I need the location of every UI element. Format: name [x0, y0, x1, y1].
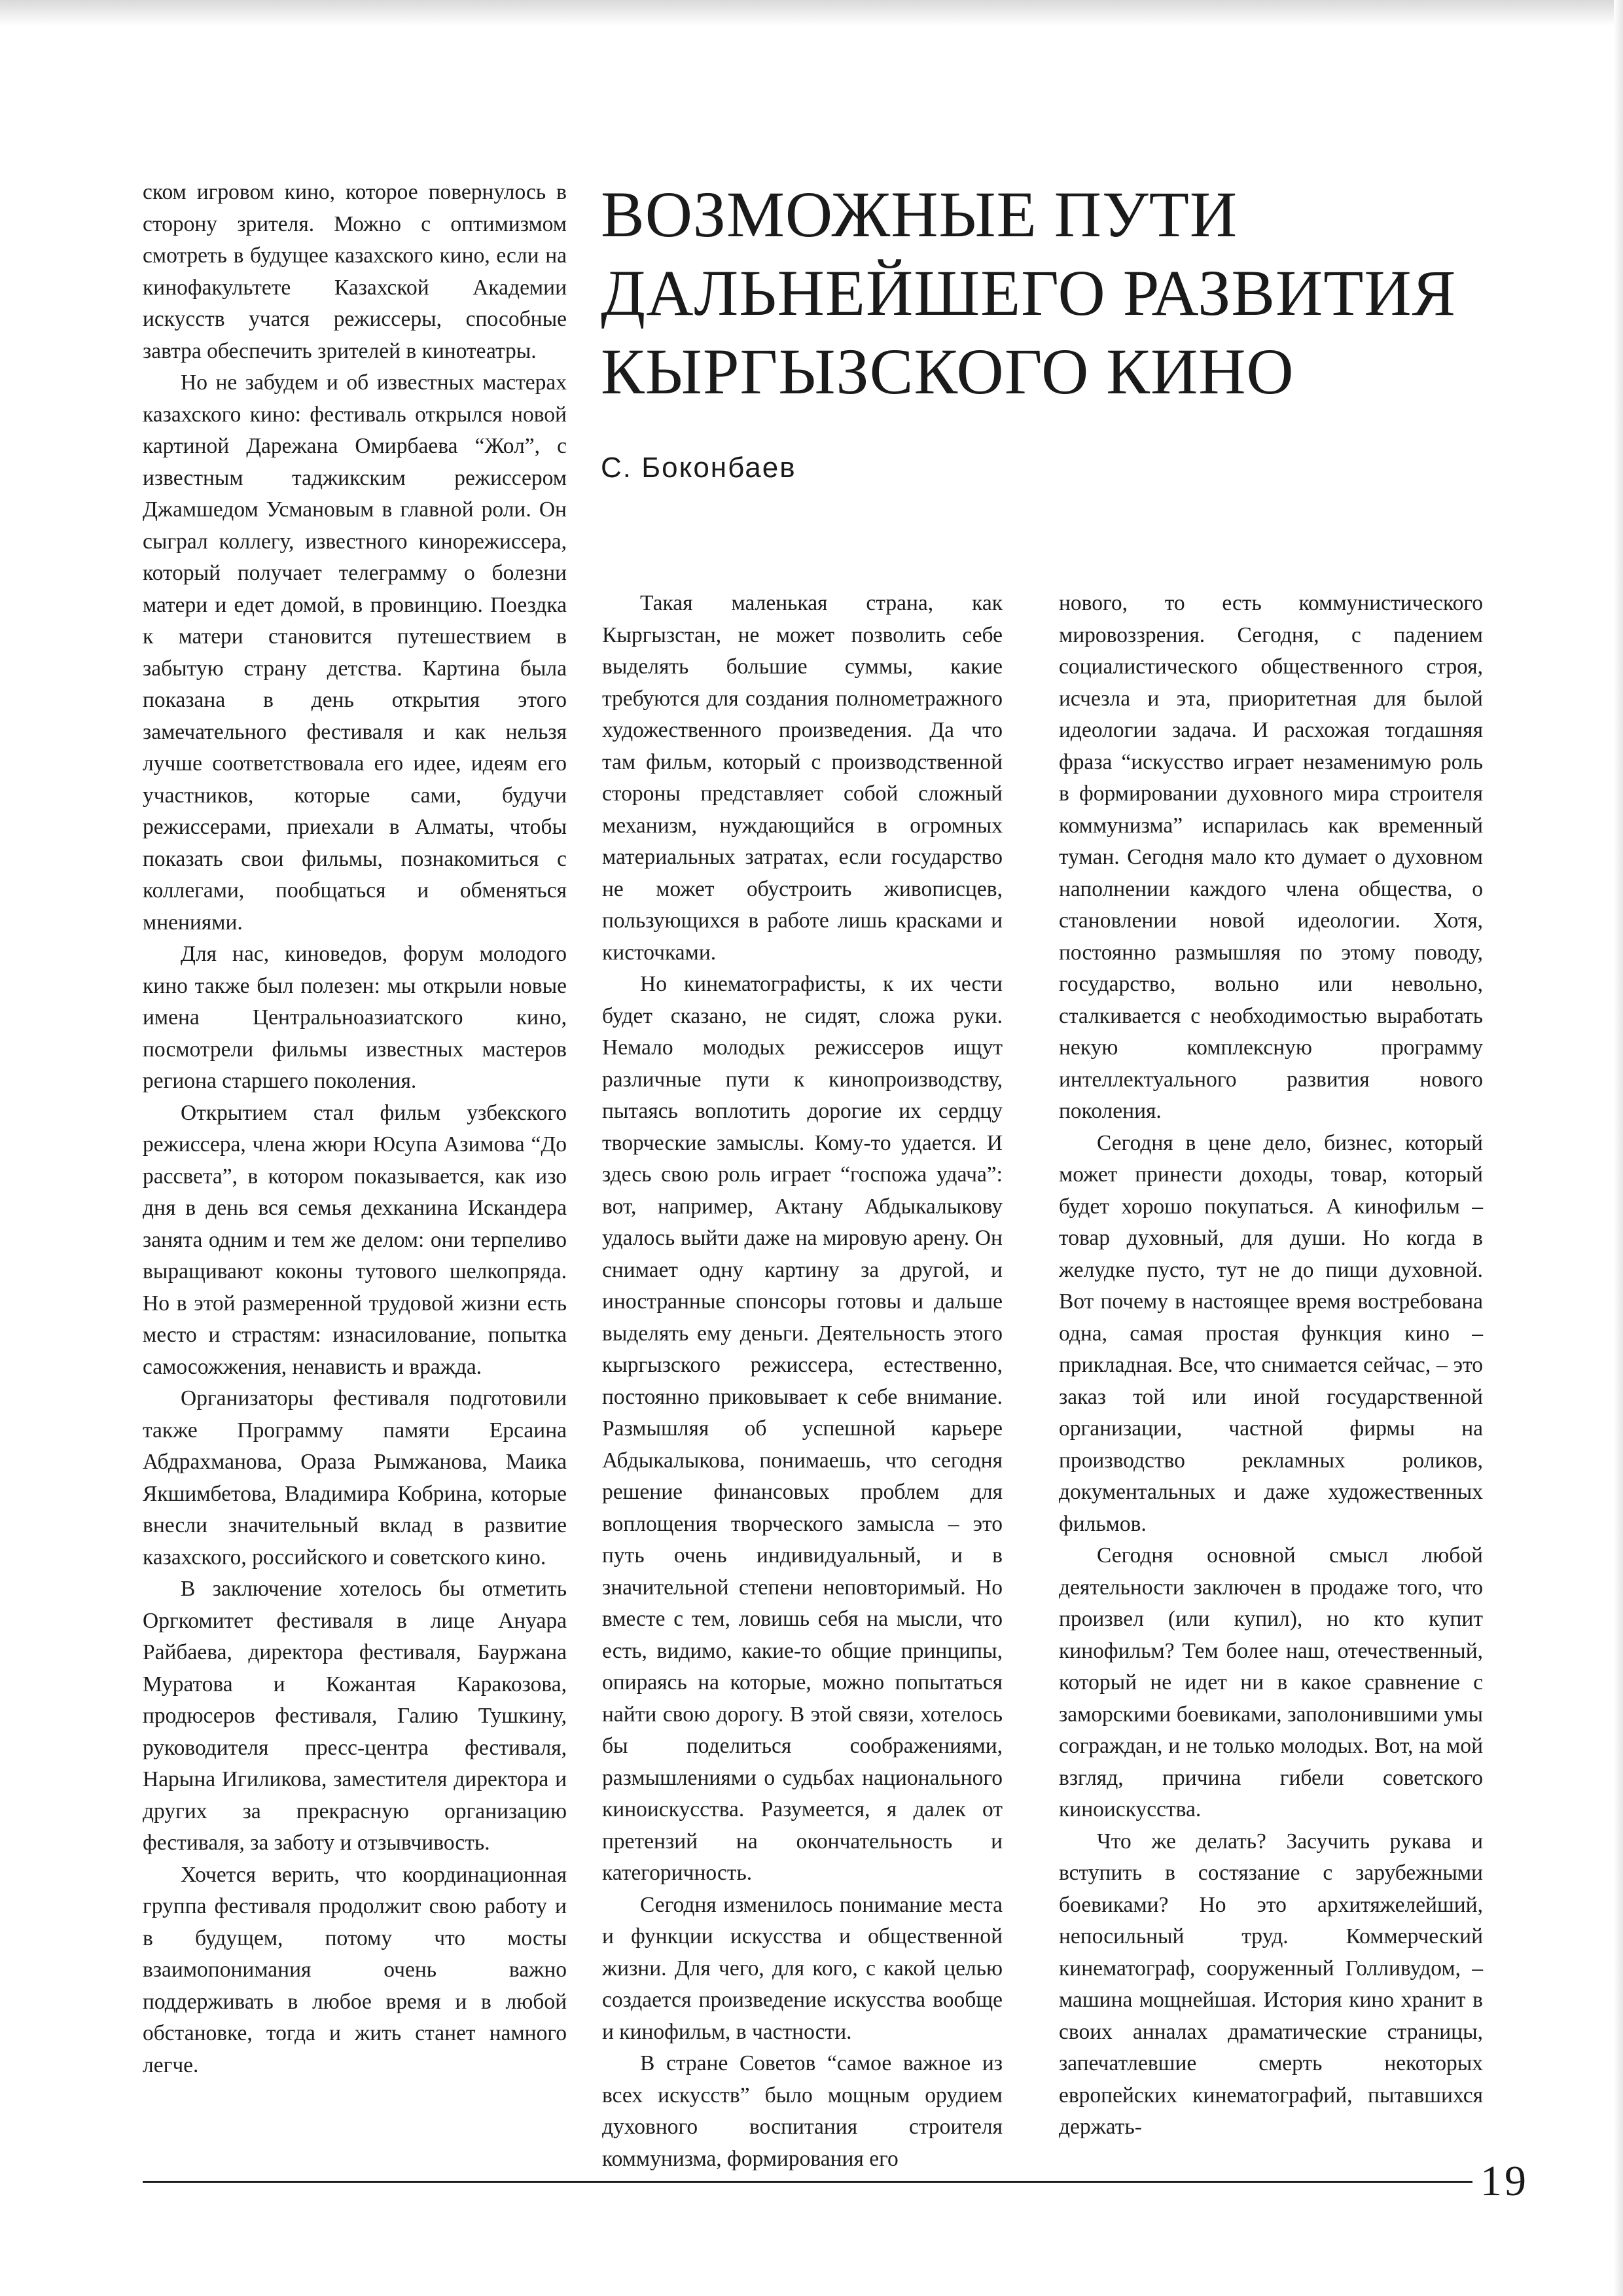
scan-top-shadow	[0, 0, 1623, 26]
paragraph: Такая маленькая страна, как Кыргызстан, не может позволить себе выделять большие суммы, какие требуются для создания полнометражного художественного произведения. Да что там фильм, который с производственной стороны представляет собой сложный механизм, нуждающийся в огромных материальных затратах, если государство не может обустроить живописцев, пользующихся в работе лишь красками и кисточками.	[602, 591, 1003, 965]
paragraph: Открытием стал фильм узбекского режиссера, члена жюри Юсупа Азимова “До рассвета”, в котором показывается, как изо дня в день вся семья дехканина Искандера занята одним и тем же делом: они терпеливо выращивают коконы тутового шелкопряда. Но в этой размеренной трудовой жизни есть место и страстям: изнасилование, попытка самосожжения, ненависть и вражда.	[143, 1100, 567, 1379]
paragraph: В заключение хотелось бы отметить Оргкомитет фестиваля в лице Ануара Райбаева, директора фестиваля, Бауржана Муратова и Кожантая Каракозова, продюсеров фестиваля, Галию Тушкину, руководителя пресс-центра фестиваля, Нарына Игиликова, заместителя директора и других за прекрасную организацию фестиваля, за заботу и отзывчивость.	[143, 1577, 567, 1855]
paragraph: Хочется верить, что координационная группа фестиваля продолжит свою работу и в будущем, потому что мосты взаимопонимания очень важно поддерживать в любое время и в любой обстановке, тогда и жить станет намного легче.	[143, 1862, 567, 2077]
paragraph: ском игровом кино, которое повернулось в сторону зрителя. Можно с оптимизмом смотреть в будущее казахского кино, если на кинофакультете Казахской Академии искусств учатся режиссеры, способные завтра обеспечить зрителей в кинотеатры.	[143, 180, 567, 363]
middle-column	[602, 588, 1003, 2175]
paragraph: Сегодня в цене дело, бизнес, который может принести доходы, товар, который будет хорошо покупаться. А кинофильм – товар духовный, для души. Но когда в желудке пусто, тут не до пищи духовной. Вот почему в настоящее время востребована одна, самая простая функция кино – прикладная. Все, что снимается сейчас, – это заказ той или иной государственной организации, частной фирмы на производство рекламных роликов, документальных и даже художественных фильмов.	[1059, 1130, 1483, 1536]
paragraph: Что же делать? Засучить рукава и вступить в состязание с зарубежными боевиками? Но это архитяжелейший, непосильный труд. Коммерческий кинематограф, сооруженный Голливудом, – машина мощнейшая. История кино хранит в своих анналах драматические страницы, запечатлевшие смерть некоторых европейских кинематографий, пытавшихся держать-	[1059, 1829, 1483, 2139]
right-column	[1059, 588, 1483, 2144]
article-title-line: КЫРГЫЗСКОГО КИНО	[601, 335, 1294, 408]
footer-rule	[143, 2181, 1472, 2183]
paragraph: Но не забудем и об известных мастерах казахского кино: фестиваль открылся новой картиной Дарежана Омирбаева “Жол”, с известным таджикским режиссером Джамшедом Усмановым в главной роли. Он сыграл коллегу, известного кинорежиссера, который получает телеграмму о болезни матери и едет домой, в провинцию. Поездка к матери становится путешествием в забытую страну детства. Картина была показана в день открытия этого замечательного фестиваля и как нельзя лучше соответствовала его идее, идеям его участников, которые сами, будучи режиссерами, приехали в Алматы, чтобы показать свои фильмы, познакомиться с коллегами, пообщаться и обменяться мнениями.	[143, 370, 567, 935]
left-column	[143, 177, 567, 2081]
paragraph: Для нас, киноведов, форум молодого кино также был полезен: мы открыли новые имена Центральноазиатского кино, посмотрели фильмы известных мастеров региона старшего поколения.	[143, 942, 567, 1093]
page-number: 19	[1480, 2157, 1529, 2205]
article-title-line: ВОЗМОЖНЫЕ ПУТИ	[601, 178, 1238, 251]
paragraph: нового, то есть коммунистического мировоззрения. Сегодня, с падением социалистического общественного строя, исчезла и эта, приоритетная для былой идеологии задача. И расхожая тогдашняя фраза “искусство играет незаменимую роль в формировании духовного мира строителя коммунизма” испарилась как временный туман. Сегодня мало кто думает о духовном наполнении каждого члена общества, о становлении новой идеологии. Хотя, постоянно размышляя по этому поводу, государство, вольно или невольно, сталкивается с необходимостью выработать некую комплексную программу интеллектуального развития нового поколения.	[1059, 591, 1483, 1123]
article-author: С. Боконбаев	[601, 452, 796, 484]
article-title-line: ДАЛЬНЕЙШЕГО РАЗВИТИЯ	[601, 257, 1457, 329]
paragraph: В стране Советов “самое важное из всех искусств” было мощным орудием духовного воспитания строителя коммунизма, формирования его	[602, 2051, 1003, 2171]
paragraph: Организаторы фестиваля подготовили также Программу памяти Ерсаина Абдрахманова, Ораза Рымжанова, Маика Якшимбетова, Владимира Кобрина, которые внесли значительный вклад в развитие казахского, российского и советского кино.	[143, 1386, 567, 1570]
paragraph: Сегодня основной смысл любой деятельности заключен в продаже того, что произвел (или купил), но кто купит кинофильм? Тем более наш, отечественный, который не идет ни в какое сравнение с заморскими боевиками, заполонившими умы сограждан, и не только молодых. Вот, на мой взгляд, причина гибели советского киноискусства.	[1059, 1543, 1483, 1821]
scan-right-shadow	[1614, 0, 1623, 2296]
paragraph: Сегодня изменилось понимание места и функции искусства и общественной жизни. Для чего, для кого, с какой целью создается произведение искусства вообще и кинофильм, в частности.	[602, 1892, 1003, 2044]
paragraph: Но кинематографисты, к их чести будет сказано, не сидят, сложа руки. Немало молодых режиссеров ищут различные пути к кинопроизводству, пытаясь воплотить дорогие их сердцу творческие замыслы. Кому-то удается. И здесь свою роль играет “госпожа удача”: вот, например, Актану Абдыкалыкову удалось выйти даже на мировую арену. Он снимает одну картину за другой, и иностранные спонсоры готовы и дальше выделять ему деньги. Деятельность этого кыргызского режиссера, естественно, постоянно приковывает к себе внимание. Размышляя об успешной карьере Абдыкалыкова, понимаешь, что сегодня решение финансовых проблем для воплощения творческого замысла – это путь очень индивидуальный, и в значительной степени неповторимый. Но вместе с тем, ловишь себя на мысли, что есть, видимо, какие-то общие принципы, опираясь на которые, можно попытаться найти свою дорогу. В этой связи, хотелось бы поделиться соображениями, размышлениями о судьбах национального киноискусства. Разумеется, я далек от претензий на окончательность и категоричность.	[602, 972, 1003, 1885]
article-title	[601, 175, 1504, 411]
